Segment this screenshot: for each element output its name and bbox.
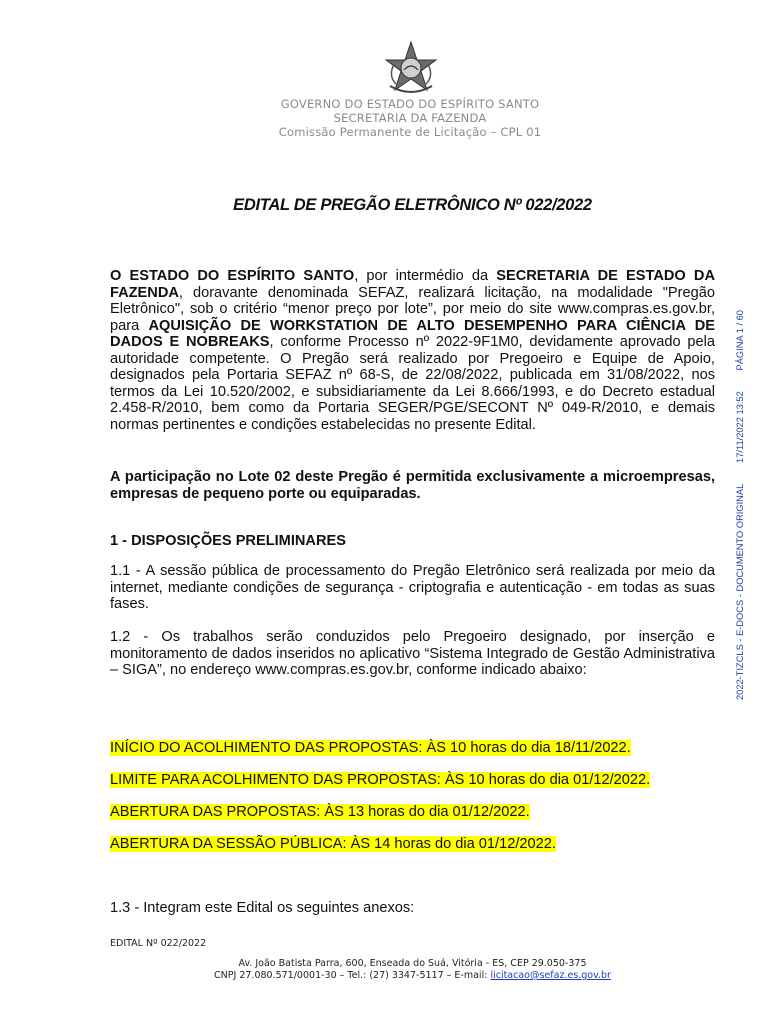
section-heading: 1 - DISPOSIÇÕES PRELIMINARES: [110, 533, 346, 549]
stamp-page: PÁGINA 1 / 60: [735, 310, 745, 371]
item-1-1-text: 1.1 - A sessão pública de processamento do Pregão Eletrônico será realizada por meio da internet, mediante condições de segurança - criptografia e autenticação - em todas as suas fases.: [110, 563, 715, 612]
intro-text-1: , por intermédio da: [354, 268, 497, 284]
date-line: [110, 740, 631, 757]
date-line: [110, 804, 530, 821]
stamp-timestamp: 17/11/2022 13:52: [735, 391, 745, 463]
footer-contact: CNPJ 27.080.571/0001-30 – Tel.: (27) 3347-5117 – E-mail:: [214, 970, 491, 981]
participation-text: A participação no Lote 02 deste Pregão é permitida exclusivamente a microempresas, empresas de pequeno porte ou equiparadas.: [110, 469, 715, 502]
intro-text-2: , doravante denominada SEFAZ, realizará licitação, na modalidade "Pregão Eletrônico", sob o critério “menor preço por lote”, por meio do site www.compras.es.gov.br, para: [110, 284, 715, 334]
coat-of-arms-icon: [382, 40, 440, 98]
intro-bold-object: AQUISIÇÃO DE WORKSTATION DE ALTO DESEMPENHO PARA CIÊNCIA DE DADOS E NOBREAKS: [110, 317, 716, 350]
participation-notice: [110, 469, 715, 502]
item-1-3-text: 1.3 - Integram este Edital os seguintes anexos:: [110, 900, 415, 916]
date-text: ABERTURA DAS PROPOSTAS: ÀS 13 horas do dia 01/12/2022.: [110, 804, 530, 820]
header-government: GOVERNO DO ESTADO DO ESPÍRITO SANTO: [280, 97, 540, 111]
date-line: [110, 772, 650, 789]
footer-address: Av. João Batista Parra, 600, Enseada do Suá, Vitória - ES, CEP 29.050-375: [238, 958, 587, 969]
date-text: INÍCIO DO ACOLHIMENTO DAS PROPOSTAS: ÀS 10 horas do dia 18/11/2022.: [110, 740, 631, 756]
page-footer: [110, 958, 715, 982]
header-secretariat: SECRETARIA DA FAZENDA: [333, 111, 487, 125]
intro-bold-state: O ESTADO DO ESPÍRITO SANTO: [110, 268, 355, 284]
footer-contact-line: [110, 970, 715, 982]
email-link[interactable]: licitacao@sefaz.es.gov.br: [490, 970, 611, 981]
item-1-2-text: 1.2 - Os trabalhos serão conduzidos pelo Pregoeiro designado, por inserção e monitoramento de dados inseridos no aplicativo “Sistema Integrado de Gestão Administrativa – SIGA”, no endereço www.compras.es.gov.br, conforme indicado abaixo:: [110, 629, 715, 678]
item-1-3: [110, 900, 715, 917]
header-commission: Comissão Permanente de Licitação – CPL 01: [278, 125, 542, 139]
intro-text-3: , conforme Processo nº 2022-9F1M0, devidamente aprovado pela autoridade competente. O Pregão será realizado por Pregoeiro e Equipe de Apoio, designados pela Portaria SEFAZ nº 68-S, de 22/08/2022, publicada em 31/08/2022, nos termos da Lei 10.520/2002, e subsidiariamente da Lei 8.666/1993, e do Decreto estadual 2.458-R/2010, bem como da Portaria SEGER/PGE/SECONT Nº 049-R/2010, e demais normas pertinentes e condições estabelecidas no presente Edital.: [110, 334, 715, 433]
intro-bold-secretariat: SECRETARIA DE ESTADO DA FAZENDA: [110, 268, 715, 301]
stamp-document-id: 2022-TIZCLS - E-DOCS - DOCUMENTO ORIGINAL: [735, 483, 745, 700]
intro-paragraph: [110, 268, 715, 433]
footer-edital-number: EDITAL Nº 022/2022: [110, 938, 207, 949]
document-title: EDITAL DE PREGÃO ELETRÔNICO Nº 022/2022: [233, 196, 592, 214]
date-text: ABERTURA DA SESSÃO PÚBLICA: ÀS 14 horas do dia 01/12/2022.: [110, 836, 556, 852]
date-line: [110, 836, 556, 853]
item-1-1: [110, 563, 715, 613]
document-header: [160, 97, 660, 139]
edocs-stamp: [735, 310, 745, 700]
item-1-2: [110, 629, 715, 679]
date-text: LIMITE PARA ACOLHIMENTO DAS PROPOSTAS: ÀS 10 horas do dia 01/12/2022.: [110, 772, 651, 788]
